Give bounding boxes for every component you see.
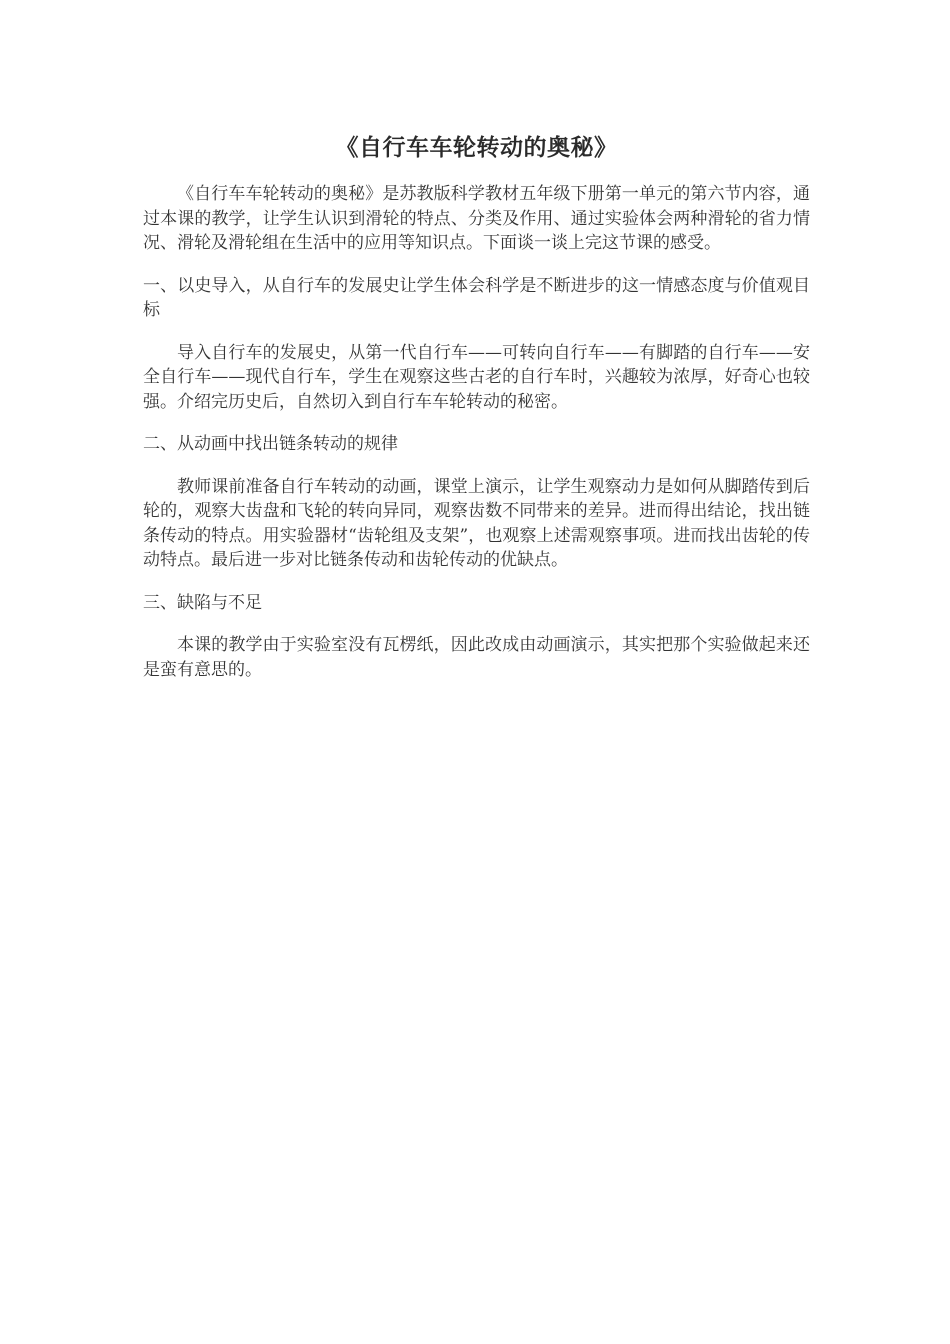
section-3-body: 本课的教学由于实验室没有瓦楞纸，因此改成由动画演示，其实把那个实验做起来还是蛮有意思的。 <box>143 635 810 680</box>
document-page <box>143 128 810 700</box>
section-2-heading: 二、从动画中找出链条转动的规律 <box>143 434 398 454</box>
section-3-heading: 三、缺陷与不足 <box>143 592 262 613</box>
section-1-body: 导入自行车的发展史，从第一代自行车——可转向自行车——有脚踏的自行车——安全自行车——现代自行车，学生在观察这些古老的自行车时，兴趣较为浓厚，好奇心也较强。介绍完历史后，自然切入到自行车车轮转动的秘密。 <box>143 342 810 412</box>
section-2-body: 教师课前准备自行车转动的动画，课堂上演示，让学生观察动力是如何从脚踏传到后轮的，观察大齿盘和飞轮的转向异同，观察齿数不同带来的差异。进而得出结论，找出链条传动的特点。用实验器材“齿轮组及支架”，也观察上述需观察事项。进而找出齿轮的传动特点。最后进一步对比链条传动和齿轮传动的优缺点。 <box>143 476 810 570</box>
document-title: 《自行车车轮转动的奥秘》 <box>335 135 618 161</box>
section-1-heading: 一、以史导入，从自行车的发展史让学生体会科学是不断进步的这一情感态度与价值观目标 <box>143 275 810 320</box>
intro-paragraph: 《自行车车轮转动的奥秘》是苏教版科学教材五年级下册第一单元的第六节内容，通过本课的教学，让学生认识到滑轮的特点、分类及作用、通过实验体会两种滑轮的省力情况、滑轮及滑轮组在生活中的应用等知识点。下面谈一谈上完这节课的感受。 <box>143 184 810 253</box>
